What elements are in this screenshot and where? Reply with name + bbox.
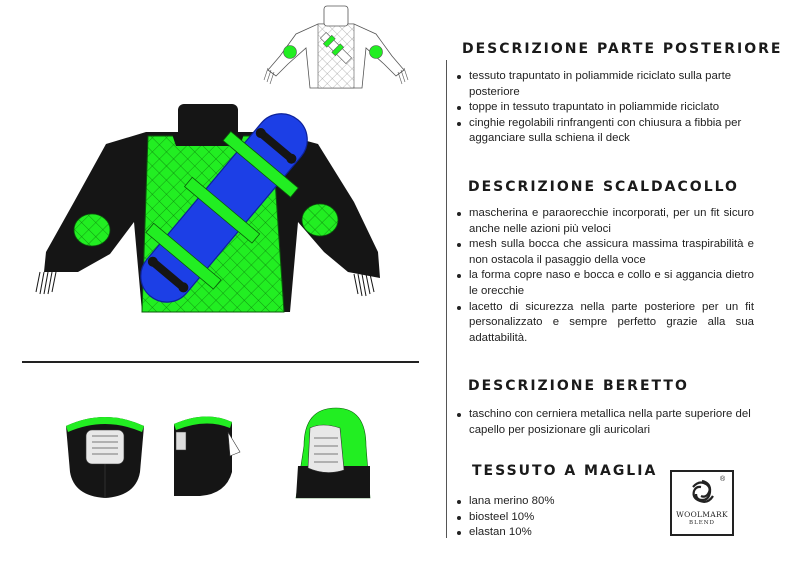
woolmark-text: WOOLMARK (676, 510, 728, 519)
list-item: lana merino 80% (454, 494, 634, 510)
heading-scaldacollo: DESCRIZIONE SCALDACOLLO (468, 179, 739, 195)
list-item: taschino con cerniera metallica nella parte superiore del capello per posizionare gli auricolari (454, 407, 758, 438)
beanie-illustration (290, 406, 380, 506)
heading-tessuto-a-maglia: TESSUTO A MAGLIA (472, 463, 658, 479)
jacket-illustration (18, 102, 420, 334)
list-item: biosteel 10% (454, 510, 634, 526)
neck-warmer-side (166, 412, 246, 502)
heading-parte-posteriore: DESCRIZIONE PARTE POSTERIORE (462, 41, 783, 57)
neck-warmer-front (60, 412, 150, 504)
list-scaldacollo (454, 206, 754, 346)
horizontal-divider (22, 361, 419, 363)
woolmark-icon (688, 478, 716, 506)
registered-mark: ® (720, 476, 726, 483)
list-parte-posteriore (454, 69, 754, 147)
heading-beretto: DESCRIZIONE BERETTO (468, 378, 689, 394)
list-item: toppe in tessuto trapuntato in poliammide riciclato (454, 100, 754, 116)
list-item: mesh sulla bocca che assicura massima traspirabilità e non ostacola il pasaggio della voce (454, 237, 754, 268)
list-item: mascherina e paraorecchie incorporati, per un fit sicuro anche nelle azioni più veloci (454, 206, 754, 237)
list-item: cinghie regolabili rinfrangenti con chiusura a fibbia per agganciare sulla schiena il deck (454, 116, 754, 147)
list-item: elastan 10% (454, 525, 634, 541)
list-item: la forma copre naso e bocca e collo e si aggancia dietro le orecchie (454, 268, 754, 299)
list-tessuto (454, 494, 634, 541)
list-item: lacetto di sicurezza nella parte posteriore per un fit personalizzato e sempre perfetto grazie alla sua adattabilità. (454, 300, 754, 347)
list-item: tessuto trapuntato in poliammide riciclato sulla parte posteriore (454, 69, 754, 100)
jacket-sketch-back (258, 4, 414, 94)
blend-text: BLEND (689, 520, 715, 526)
list-beretto (454, 407, 758, 438)
woolmark-logo (670, 470, 734, 536)
vertical-divider (446, 60, 447, 538)
